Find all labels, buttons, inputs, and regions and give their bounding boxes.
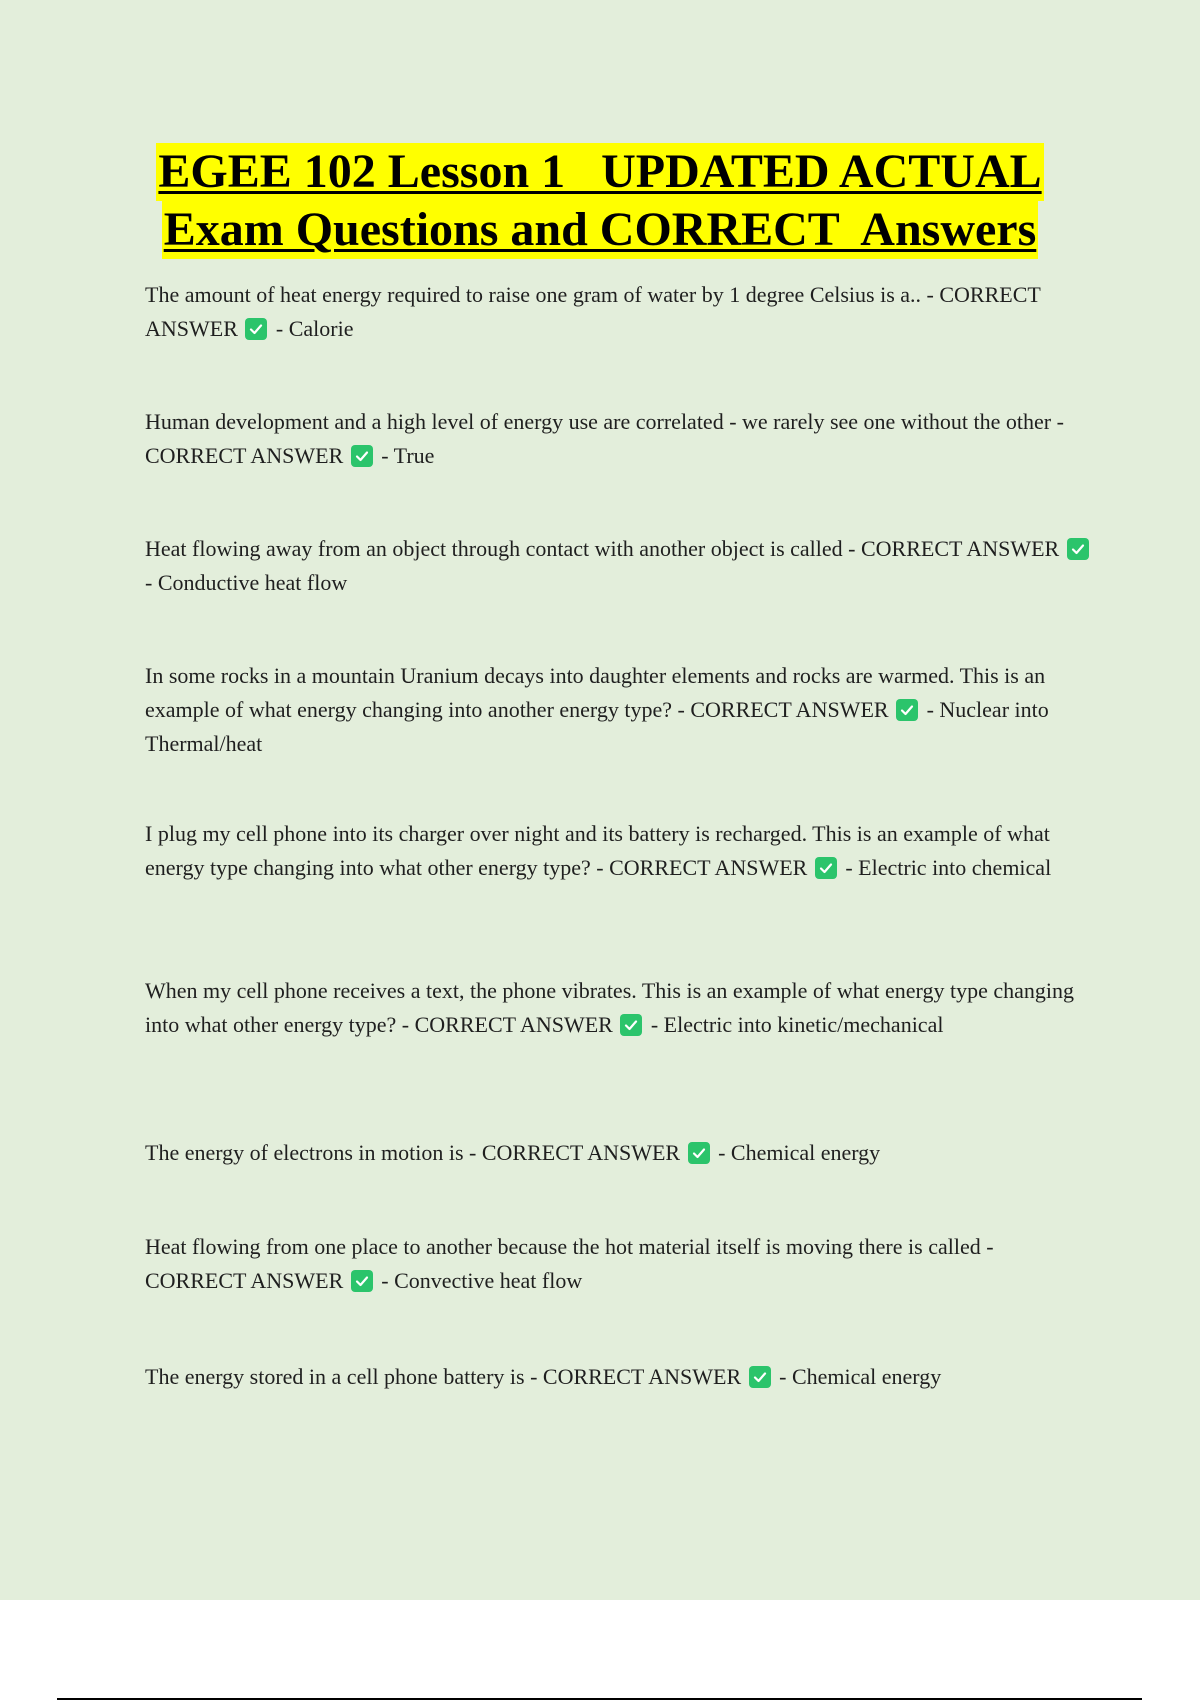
- answer-text: - Nuclear into Thermal/heat: [145, 697, 1049, 756]
- question-text: When my cell phone receives a text, the phone vibrates. This is an example of what energy type changing into what other energy type? - CORRECT ANSWER: [145, 978, 1074, 1037]
- qa-item: [145, 1230, 1095, 1298]
- answer-text: - Convective heat flow: [381, 1268, 583, 1293]
- answer-text: - Electric into kinetic/mechanical: [650, 1012, 944, 1037]
- question-text: In some rocks in a mountain Uranium decays into daughter elements and rocks are warmed. This is an example of what energy changing into another energy type? - CORRECT ANSWER: [145, 663, 1046, 722]
- checkmark-icon: [351, 445, 373, 467]
- qa-item: [145, 817, 1095, 885]
- checkmark-icon: [245, 318, 267, 340]
- checkmark-icon: [815, 857, 837, 879]
- question-text: Heat flowing from one place to another because the hot material itself is moving there is called - CORRECT ANSWER: [145, 1234, 994, 1293]
- title-line-1: EGEE 102 Lesson 1 UPDATED ACTUAL: [156, 143, 1043, 201]
- qa-item: [145, 1136, 1095, 1170]
- title-line-2: Exam Questions and CORRECT Answers: [162, 201, 1039, 259]
- checkmark-icon: [896, 699, 918, 721]
- question-text: The amount of heat energy required to raise one gram of water by 1 degree Celsius is a.. - CORRECT ANSWER: [145, 282, 1041, 341]
- question-text: The energy stored in a cell phone battery is - CORRECT ANSWER: [145, 1364, 742, 1389]
- answer-text: - Conductive heat flow: [145, 570, 348, 595]
- qa-item: [145, 405, 1095, 473]
- question-text: Human development and a high level of energy use are correlated - we rarely see one without the other - CORRECT ANSWER: [145, 409, 1064, 468]
- checkmark-icon: [749, 1366, 771, 1388]
- qa-item: [145, 974, 1095, 1042]
- answer-text: - True: [381, 443, 435, 468]
- document-title: [0, 143, 1200, 259]
- question-text: I plug my cell phone into its charger over night and its battery is recharged. This is an example of what energy type changing into what other energy type? - CORRECT ANSWER: [145, 821, 1050, 880]
- qa-item: [145, 532, 1095, 600]
- question-text: Heat flowing away from an object through contact with another object is called - CORRECT ANSWER: [145, 536, 1060, 561]
- checkmark-icon: [1067, 538, 1089, 560]
- answer-text: - Chemical energy: [779, 1364, 942, 1389]
- qa-item: [145, 659, 1095, 761]
- answer-text: - Calorie: [275, 316, 354, 341]
- checkmark-icon: [688, 1142, 710, 1164]
- qa-item: [145, 1360, 1095, 1394]
- checkmark-icon: [351, 1270, 373, 1292]
- qa-item: [145, 278, 1095, 346]
- answer-text: - Chemical energy: [718, 1140, 881, 1165]
- answer-text: - Electric into chemical: [845, 855, 1052, 880]
- checkmark-icon: [620, 1014, 642, 1036]
- question-text: The energy of electrons in motion is - CORRECT ANSWER: [145, 1140, 681, 1165]
